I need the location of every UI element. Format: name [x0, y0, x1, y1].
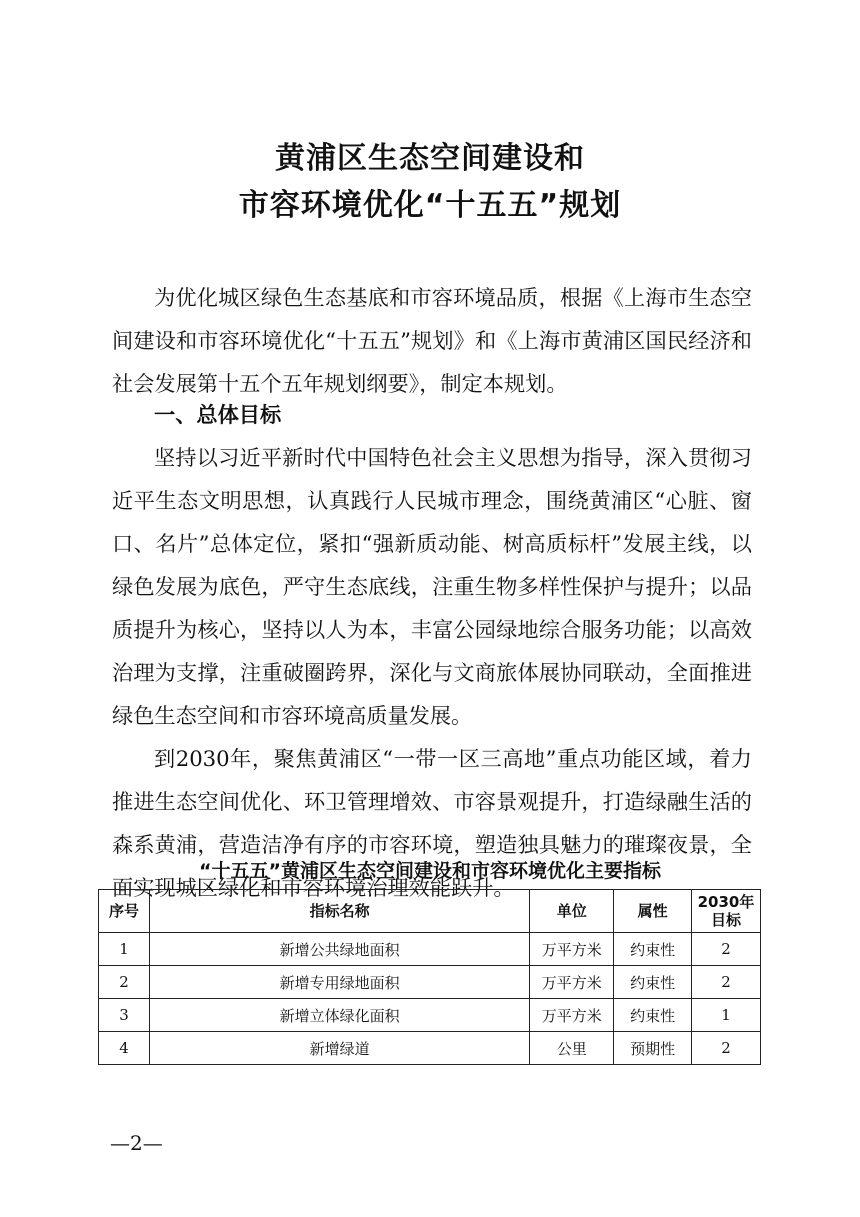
header-no: 序号: [99, 890, 150, 933]
cell-no: 4: [99, 1032, 150, 1065]
cell-name: 新增绿道: [149, 1032, 529, 1065]
cell-name: 新增公共绿地面积: [149, 933, 529, 966]
cell-name: 新增立体绿化面积: [149, 999, 529, 1032]
section-1-paragraph-2: 到2030年，聚焦黄浦区“一带一区三高地”重点功能区域，着力推进生态空间优化、环卫管理增效、市容景观提升，打造绿融生活的森系黄浦，营造洁净有序的市容环境，塑造独具魅力的璀璨夜景，全面实现城区绿化和市容环境治理效能跃升。: [112, 746, 752, 900]
header-target: [692, 890, 761, 933]
document-title-line-2: 市容环境优化“十五五”规划: [238, 188, 622, 223]
table-row: [99, 933, 761, 966]
table-title: “十五五”黄浦区生态空间建设和市容环境优化主要指标: [199, 860, 661, 882]
page-number: —2—: [110, 1131, 163, 1155]
cell-no: 1: [99, 933, 150, 966]
cell-target: 2: [692, 966, 761, 999]
table-row: [99, 999, 761, 1032]
cell-name: 新增专用绿地面积: [149, 966, 529, 999]
header-target-line-1: 2030年: [697, 893, 755, 911]
cell-attr: 约束性: [614, 966, 692, 999]
cell-unit: 万平方米: [530, 966, 614, 999]
section-1-heading: 一、总体目标: [154, 402, 282, 427]
header-name: 指标名称: [149, 890, 529, 933]
table-row: [99, 966, 761, 999]
intro-block: [112, 276, 752, 405]
cell-unit: 公里: [530, 1032, 614, 1065]
indicator-table: [98, 889, 761, 1065]
cell-target: 2: [692, 933, 761, 966]
intro-paragraph: 为优化城区绿色生态基底和市容环境品质，根据《上海市生态空间建设和市容环境优化“十五五”规划》和《上海市黄浦区国民经济和社会发展第十五个五年规划纲要》，制定本规划。: [112, 285, 752, 396]
cell-attr: 预期性: [614, 1032, 692, 1065]
cell-attr: 约束性: [614, 933, 692, 966]
header-attr: 属性: [614, 890, 692, 933]
cell-attr: 约束性: [614, 999, 692, 1032]
cell-unit: 万平方米: [530, 999, 614, 1032]
document-title-line-1: 黄浦区生态空间建设和: [275, 141, 585, 176]
cell-no: 2: [99, 966, 150, 999]
table-header-row: [99, 890, 761, 933]
section-1-paragraph-1: 坚持以习近平新时代中国特色社会主义思想为指导，深入贯彻习近平生态文明思想，认真践行人民城市理念，围绕黄浦区“心脏、窗口、名片”总体定位，紧扣“强新质动能、树高质标杆”发展主线，以绿色发展为底色，严守生态底线，注重生物多样性保护与提升；以品质提升为核心，坚持以人为本，丰富公园绿地综合服务功能；以高效治理为支撑，注重破圈跨界，深化与文商旅体展协同联动，全面推进绿色生态空间和市容环境高质量发展。: [112, 445, 752, 728]
cell-target: 1: [692, 999, 761, 1032]
cell-no: 3: [99, 999, 150, 1032]
header-target-line-2: 目标: [711, 911, 742, 929]
cell-target: 2: [692, 1032, 761, 1065]
cell-unit: 万平方米: [530, 933, 614, 966]
header-unit: 单位: [530, 890, 614, 933]
table-row: [99, 1032, 761, 1065]
section-1: [112, 393, 752, 909]
